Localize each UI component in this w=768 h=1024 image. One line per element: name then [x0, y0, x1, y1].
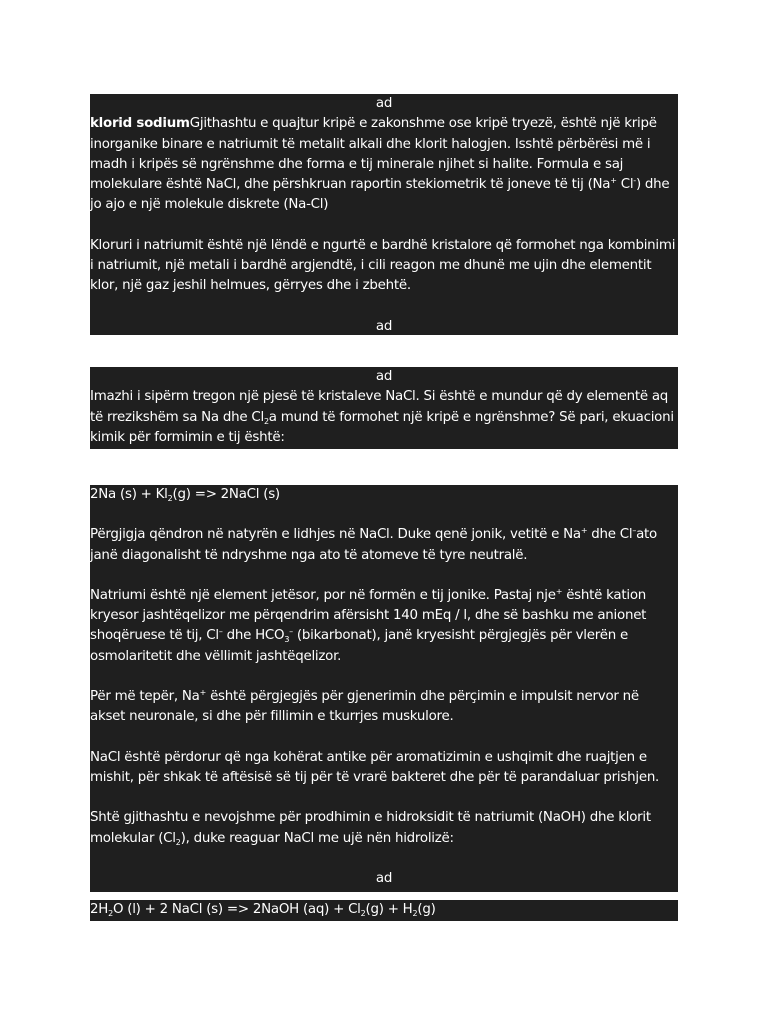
image-caption-block [90, 367, 678, 449]
hydrolysis-equation-block [90, 900, 678, 921]
ad-label: ad [375, 318, 393, 334]
bold-term: klorid sodium [90, 116, 190, 132]
ad-label: ad [375, 369, 393, 384]
intro-block [90, 94, 678, 335]
sodium-role-paragraph: Natriumi është një element jetësor, por në formën e tij jonike. Pastaj nje+ është kation kryesor jashtëqelizor me përqendrim afërsisht 140 mEq / l, dhe së bashku me anionet shoqëruese të tij, Cl– dhe $HCO_3^-$ (bikarbonat), janë kryesisht përgjegjës për vlerën e osmolaritetit dhe vëllimit jashtëqelizor. [90, 586, 647, 664]
formation-paragraph: Kloruri i natriumit është një lëndë e ngurtë e bardhë kristalore që formohet nga kombinimi i natriumit, një metali i bardhë argjendtë, i cili reagon me dhunë me ujin dhe elementit klor, një gaz jeshil helmues, gërryes dhe i zbehtë. [90, 237, 676, 294]
ionic-bond-paragraph: Përgjigja qëndron në natyrën e lidhjes në NaCl. Duke qenë jonik, vetitë e Na+ dhe Cl–ato janë diagonalisht të ndryshme nga ato të atomeve të tyre neutralë. [90, 526, 657, 563]
preservation-paragraph: NaCl është përdorur që nga kohërat antike për aromatizimin e ushqimit dhe ruajtjen e mishit, për shkak të aftësisë së tij për të vrarë bakteret dhe për të parandaluar prishjen. [90, 749, 660, 785]
main-text-block [90, 485, 678, 892]
caption-paragraph: Imazhi i sipërm tregon një pjesë të kristaleve NaCl. Si është e mundur që dy elementë aq të rrezikshëm sa Na dhe $Cl_2a$ mund të formohet një kripë e ngrënshme? Së pari, ekuacioni kimik për formimin e tij është: [90, 389, 674, 445]
intro-paragraph: klorid sodiumGjithashtu e quajtur kripë e zakonshme ose kripë tryezë, është një kripë inorganike binare e natriumit të metalit alkali dhe klorit halogjen. Isshtë përbërësi më i madh i kripës së ngrënshme dhe forma e tij minerale njihet si halite. Formula e saj molekulare është NaCl, dhe përshkruan raportin stekiometrik të joneve të tij (Na+ Cl-) dhe jo ajo e një molekule diskrete (Na-Cl) [90, 116, 670, 213]
hydrolysis-equation: $2H_2O$ (l) + 2 NaCl (s) => 2NaOH $(aq) + Cl_2(g) + H_2(g)$ [90, 902, 436, 918]
nerve-impulse-paragraph: Për më tepër, Na+ është përgjegjës për gjenerimin dhe përçimin e impulsit nervor në akset neuronale, si dhe për fillimin e tkurrjes muskulore. [90, 688, 639, 725]
reaction-equation: 2Na $(s) + Kl_2(g)$ => 2NaCl (s) [90, 487, 280, 503]
ad-label: ad [375, 96, 393, 111]
hydrolysis-paragraph: Shtë gjithashtu e nevojshme për prodhimin e hidroksidit të natriumit (NaOH) dhe klorit molekular $(Cl_2)$, duke reaguar NaCl me ujë nën hidrolizë: [90, 810, 651, 847]
ad-label: ad [375, 870, 393, 886]
